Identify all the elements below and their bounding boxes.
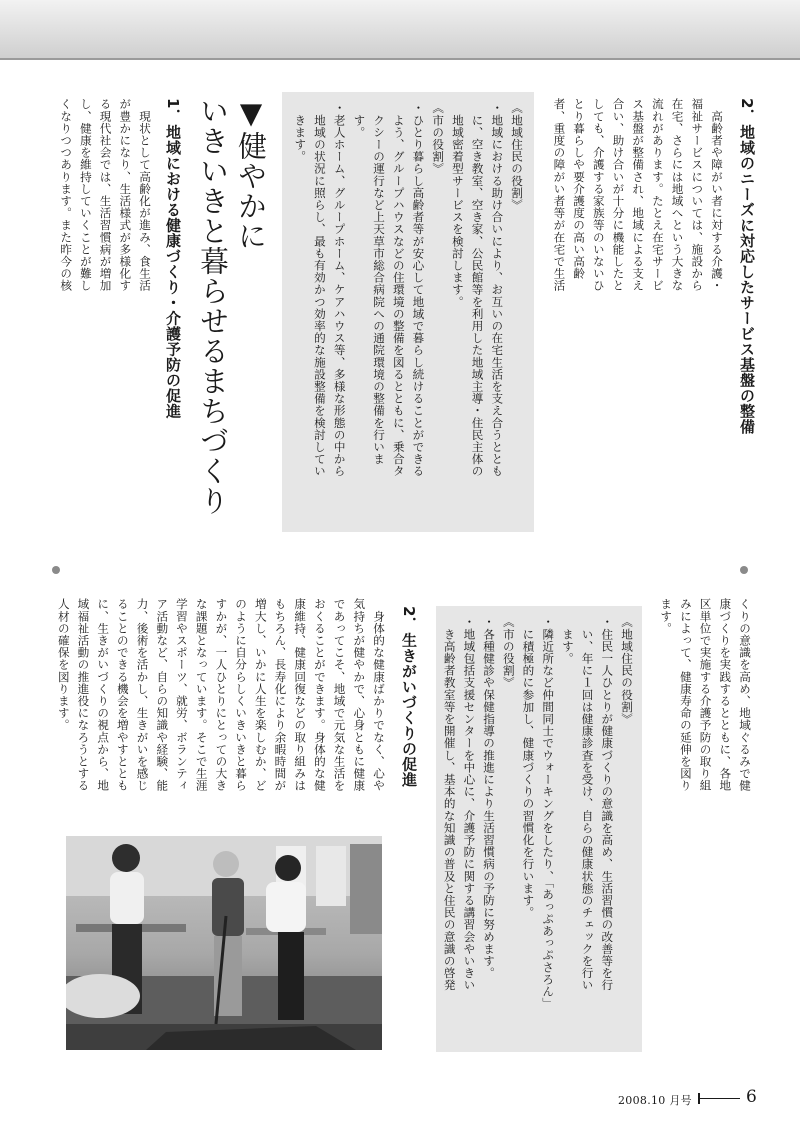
page-footer [580, 1086, 780, 1110]
roles-box-upper-text: 《地域住民の役割》 ・地域における助け合いにより、お互いの在宅生活を支え合うととも に、空き教室、空き家、公民館等を利用した地域主導・住民主体の 地域密着型サービスを検討します。 《市の役割》 ・ひとり暮らし高齢者等が安心して地域で暮らし続けることができる よう、グループハウスなどの住環境の整備を図るとともに、乗合タ クシーの運行など上天草市総合病院への通院環境の整備を行いま す。 ・老人ホーム、グループホーム、ケアハウス等、多様な形態の中から 地域の状況に照らし、最も有効かつ効率的な施設整備を検討してい きます。 [293, 102, 524, 478]
section-heading-service-infrastructure: 2．地域のニーズに対応したサービス基盤の整備 [738, 98, 756, 435]
roles-box-lower-text: 《地域住民の役割》 ・住民一人ひとりが健康づくりの意識を高め、生活習慣の改善等を行 い、年に１回は健康診査を受け、自らの健康状態のチェックを行い ます。 ・隣近所など仲間同士でウォーキングをしたり、「あっぷあっぷさろん」 に積極的に参加し、健康づくりの習慣化を行います。 《市の役割》 ・各種健診や保健指導の推進により生活習慣病の予防に努めます。 ・地域包括支援センターを中心に、介護予防に関する講習会やいきい き高齢者教室等を開催し、基本的な知識の普及と住民の意識の啓発 [442, 616, 634, 1010]
photo-elderly-exercise [66, 836, 382, 1050]
section-body-health-promotion: 現状として高齢化が進み、食生活 が豊かになり、生活様式が多様化す る現代社会では、生活習慣病が増加 し、健康を維持していくことが難し くなりつつあります。また昨今の核 [59, 98, 152, 292]
photo-elderly-exercise-icon [66, 836, 382, 1050]
issue-date: 2008.10 月号 [618, 1094, 692, 1107]
divider-dot-left [52, 566, 60, 574]
divider-dot-right [740, 566, 748, 574]
section-body-ikigai: 身体的な健康ばかりでなく、心や 気持ちが健やかで、心身ともに健康 であってこそ、地域で元気な生活を おくることができます。身体的な健 康維持、健康回復などの取り組みは もちろん、長寿化により余暇時間が 増大し、いかに人生を楽しむか、ど のように自分らしくいきいきと暮ら すかが、一人ひとりにとっての大き な課題となっています。そこで生涯 学習やスポーツ、就労、ボランティ ア活動など、自らの知識や経験、能 力、後術を活かし、生きがいを感じ ることのできる機会を増やすととも に、生きがいづくりの視点から、地 域福祉活動の推進役になろうとする 人材の確保を図ります。 [56, 598, 386, 792]
section-body-service-infrastructure: 高齢者や障がい者に対する介護・ 福祉サービスについては、施設から 在宅、さらには地域へという大きな 流れがあります。たとえ在宅サービ ス基盤が整備され、地域による支え 合い、助け合いが十分に機能したと しても、介護する家族等のいないひ とり暮らしや要介護度の高い高齢 者、重度の障がい者等が在宅で生活 [552, 98, 724, 292]
section-heading-ikigai: 2．生きがいづくりの促進 [400, 606, 418, 788]
footer-rule [698, 1098, 740, 1099]
section-body-health-promotion-cont: くりの意識を高め、地域ぐるみで健 康づくりを実践するとともに、各地 区単位で実施する介護予防の取り組 みによって、健康寿命の延伸を図り ます。 [659, 598, 752, 792]
page-title: ▼健やかに いきいきと暮らせるまちづくり [196, 96, 268, 516]
header-bar [0, 0, 800, 60]
section-heading-health-promotion: 1．地域における健康づくり・介護予防の促進 [164, 98, 182, 419]
page-number: 6 [746, 1087, 757, 1107]
